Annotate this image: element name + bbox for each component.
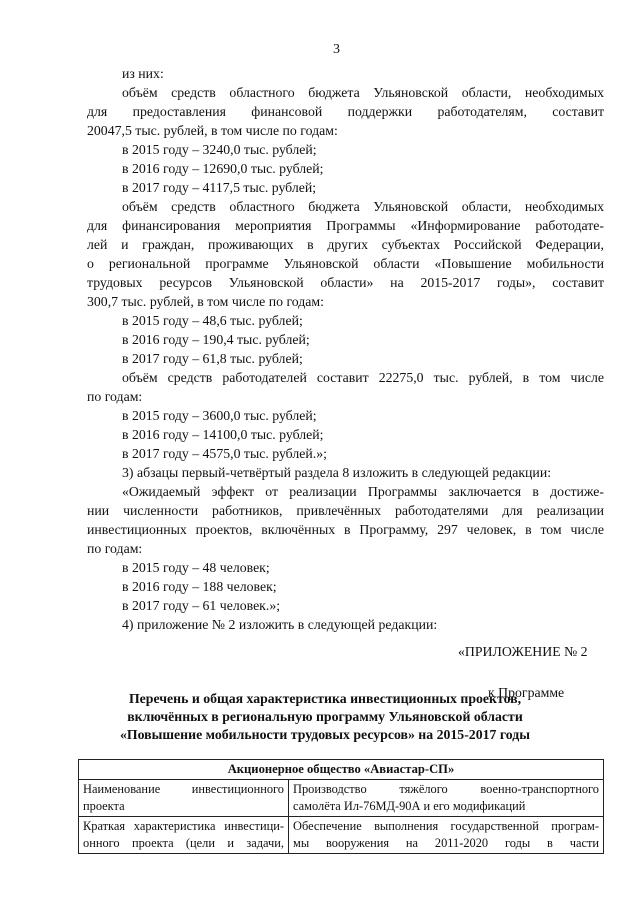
text-line: в 2016 году – 190,4 тыс. рублей;: [122, 332, 310, 347]
text-line: по годам:: [87, 541, 143, 556]
text-line: в 2016 году – 14100,0 тыс. рублей;: [122, 427, 324, 442]
text-line: объём средств областного бюджета Ульяновской области, необходимых: [122, 199, 604, 214]
cell-line: мы вооружения на 2011-2020 годы в части: [293, 836, 599, 850]
text-line: объём средств областного бюджета Ульяновской области, необходимых: [122, 85, 604, 100]
title-line: «Повышение мобильности трудовых ресурсов» на 2015-2017 годы: [119, 727, 531, 742]
text-line: в 2015 году – 3600,0 тыс. рублей;: [122, 408, 317, 423]
table-header-cell: Акционерное общество «Авиастар-СП»: [79, 760, 604, 780]
text-line: для финансирования мероприятия Программы «Информирование работодате-: [87, 218, 604, 233]
text-line: 300,7 тыс. рублей, в том числе по годам:: [87, 294, 324, 309]
table-cell: [79, 817, 289, 854]
table-row: [79, 780, 604, 817]
table-cell: [79, 780, 289, 817]
table-cell: [289, 817, 604, 854]
text-line: в 2017 году – 61,8 тыс. рублей;: [122, 351, 303, 366]
text-line: из них:: [122, 66, 164, 81]
text-line: в 2017 году – 4575,0 тыс. рублей.»;: [122, 446, 327, 461]
text-line: 3) абзацы первый-четвёртый раздела 8 изложить в следующей редакции:: [122, 465, 552, 480]
text-line: по годам:: [87, 389, 143, 404]
projects-table: [78, 759, 604, 854]
table-header-row: [79, 760, 604, 780]
cell-line: Производство тяжёлого военно-транспортного: [293, 782, 599, 796]
text-line: в 2017 году – 61 человек.»;: [122, 598, 281, 613]
text-line: в 2016 году – 12690,0 тыс. рублей;: [122, 161, 324, 176]
table-cell: [289, 780, 604, 817]
text-line: лей и граждан, проживающих в других субъектах Российской Федерации,: [87, 237, 604, 252]
page-number: 3: [333, 42, 340, 57]
appendix-label: «ПРИЛОЖЕНИЕ № 2: [458, 644, 588, 659]
text-line: 20047,5 тыс. рублей, в том числе по годам:: [87, 123, 338, 138]
cell-line: Краткая характеристика инвестици-: [83, 819, 284, 833]
text-line: о региональной программе Ульяновской области «Повышение мобильности: [87, 256, 604, 271]
title-line: Перечень и общая характеристика инвестиционных проектов,: [128, 691, 522, 706]
text-line: в 2015 году – 48,6 тыс. рублей;: [122, 313, 303, 328]
appendix-subtitle: к Программе: [488, 685, 565, 700]
cell-line: проекта: [83, 799, 125, 813]
text-line: «Ожидаемый эффект от реализации Программы заключается в достиже-: [122, 484, 604, 499]
text-line: в 2016 году – 188 человек;: [122, 579, 277, 594]
cell-line: Обеспечение выполнения государственной програм-: [293, 819, 599, 833]
text-line: для предоставления финансовой поддержки работодателям, составит: [87, 104, 604, 119]
document-title: [80, 690, 570, 744]
text-line: 4) приложение № 2 изложить в следующей редакции:: [122, 617, 438, 632]
title-line: включённых в региональную программу Ульяновской области: [127, 709, 523, 724]
text-line: в 2017 году – 4117,5 тыс. рублей;: [122, 180, 317, 195]
text-line: инвестиционных проектов, включённых в Программу, 297 человек, в том числе: [87, 522, 604, 537]
text-line: объём средств работодателей составит 22275,0 тыс. рублей, в том числе: [122, 370, 604, 385]
text-line: трудовых ресурсов Ульяновской области» на 2015-2017 годы», составит: [87, 275, 604, 290]
text-line: в 2015 году – 48 человек;: [122, 560, 270, 575]
cell-line: Наименование инвестиционного: [83, 782, 284, 796]
text-line: в 2015 году – 3240,0 тыс. рублей;: [122, 142, 317, 157]
text-line: нии численности работников, привлечённых работодателями для реализации: [87, 503, 604, 518]
cell-line: онного проекта (цели и задачи,: [83, 836, 284, 850]
cell-line: самолёта Ил-76МД-90А и его модификаций: [293, 799, 526, 813]
table-row: [79, 817, 604, 854]
